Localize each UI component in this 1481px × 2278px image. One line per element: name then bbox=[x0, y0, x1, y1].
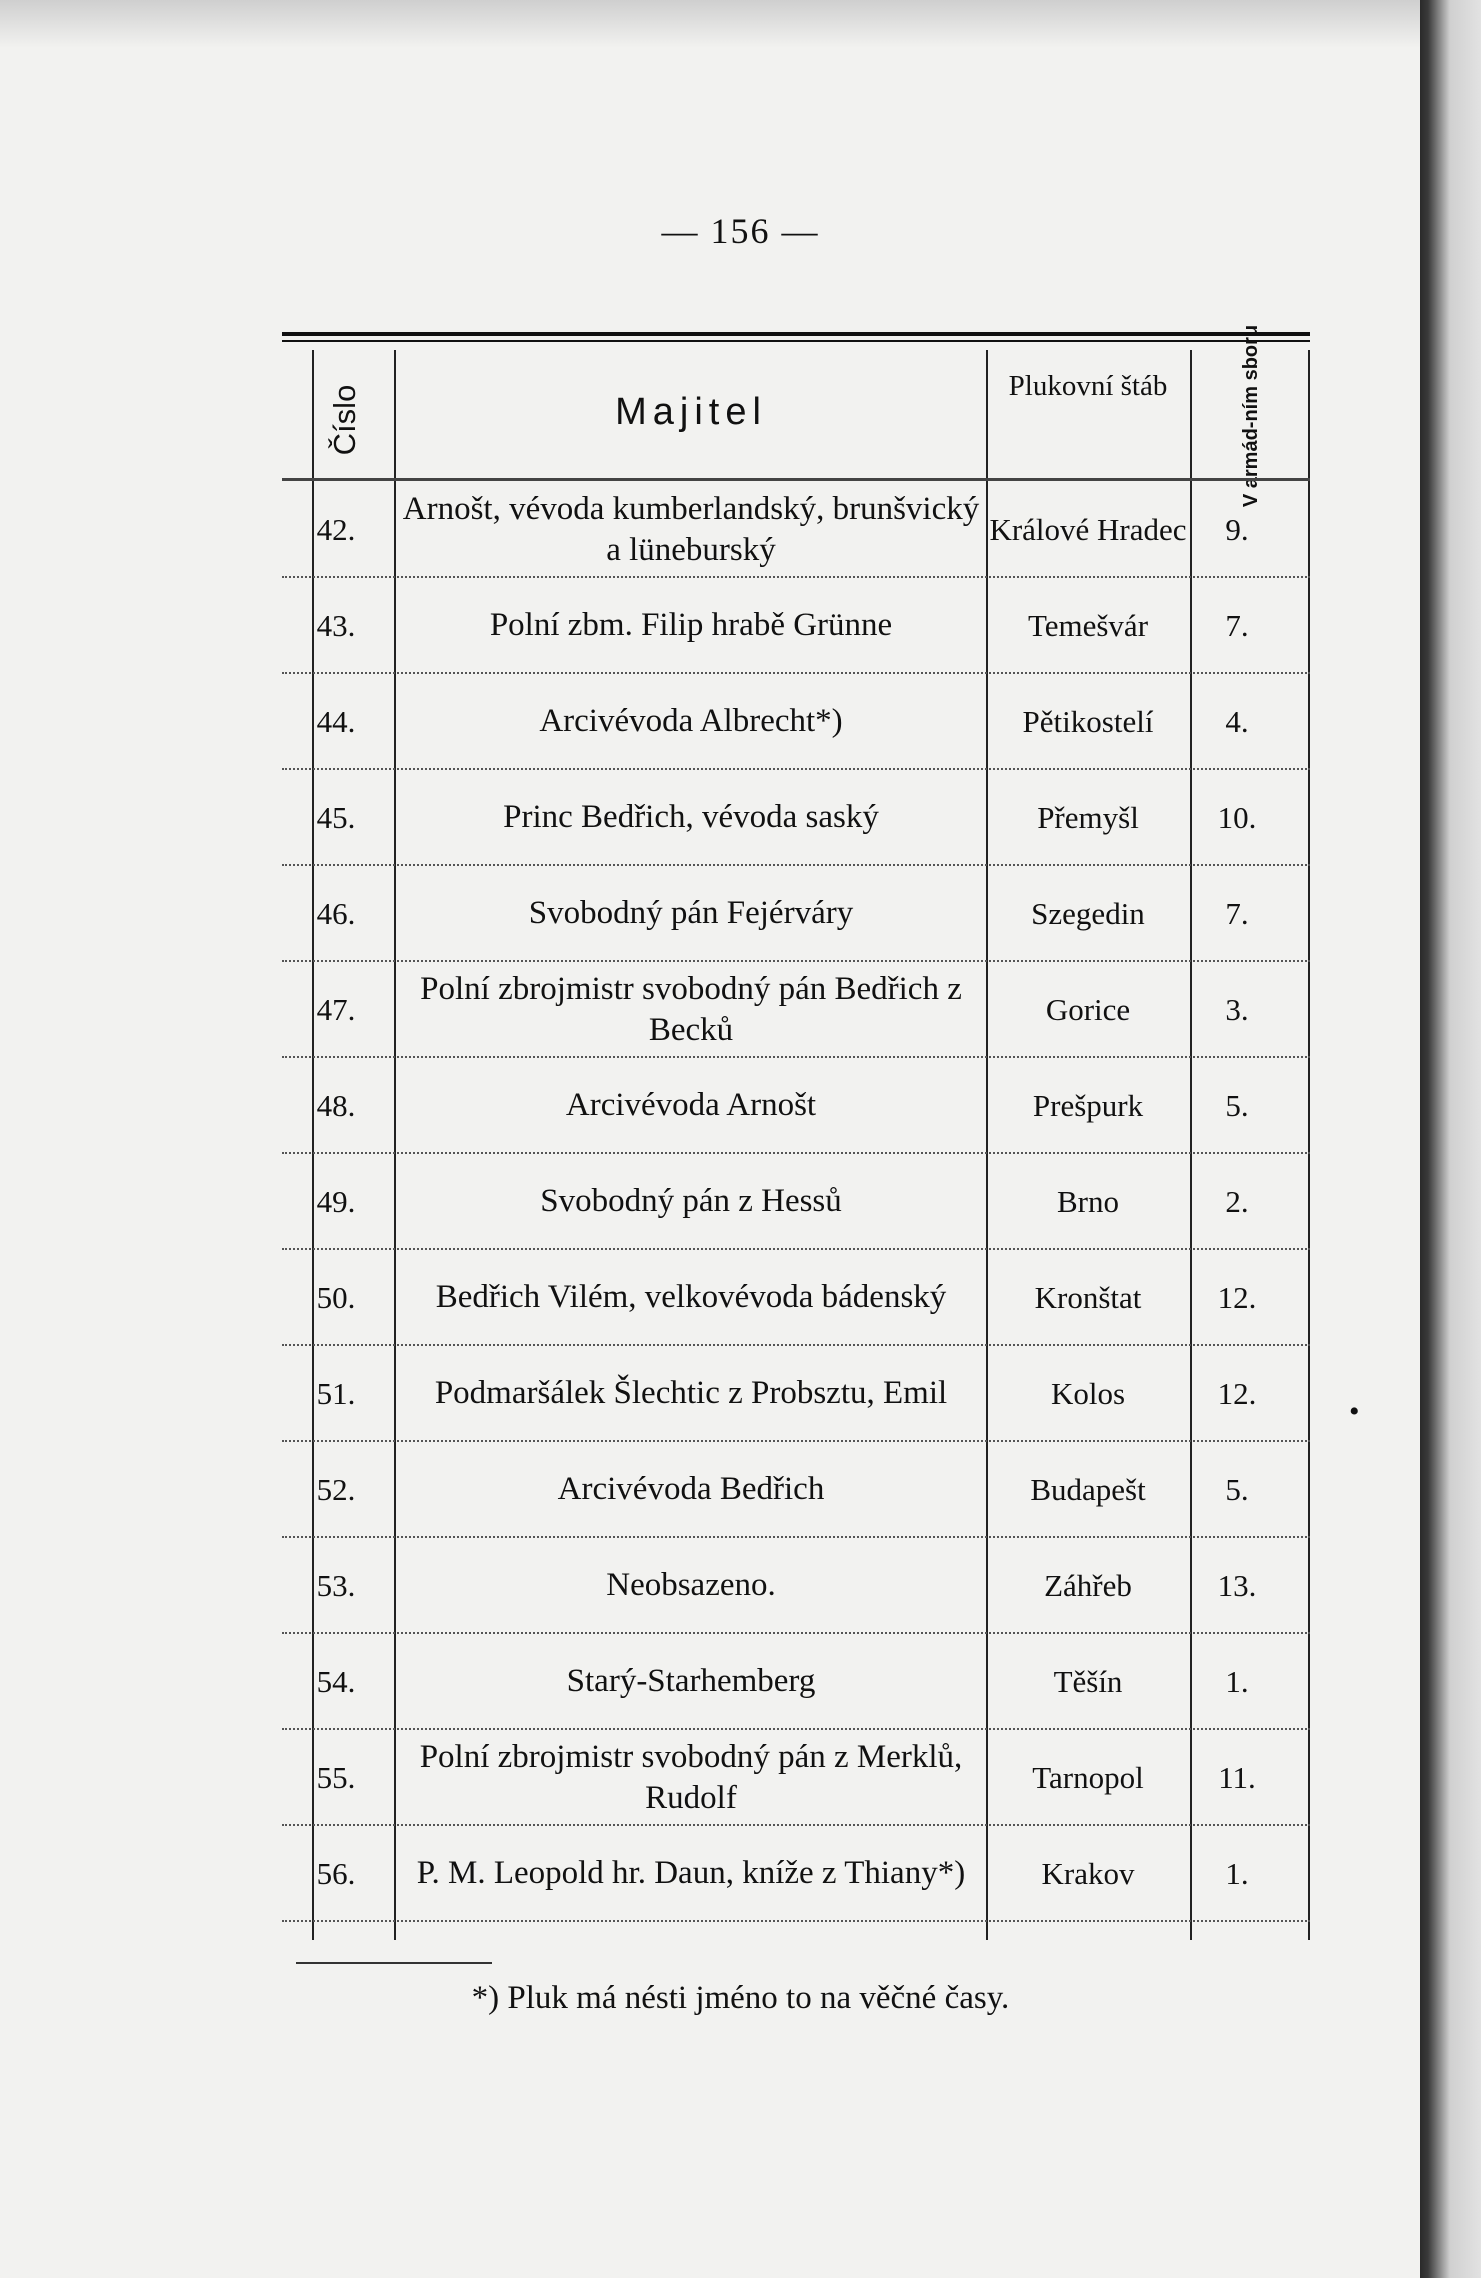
table-row bbox=[282, 866, 1310, 962]
row-corps: 1. bbox=[1225, 1855, 1249, 1891]
row-number: 45. bbox=[316, 799, 356, 835]
row-number: 49. bbox=[316, 1183, 356, 1219]
row-staff: Prešpurk bbox=[1032, 1087, 1144, 1123]
row-corps: 12. bbox=[1217, 1375, 1257, 1411]
table-row bbox=[282, 1442, 1310, 1538]
row-staff: Temešvár bbox=[1027, 607, 1149, 643]
row-corps: 5. bbox=[1225, 1471, 1249, 1507]
row-staff: Budapešt bbox=[1030, 1471, 1146, 1507]
row-owner: Neobsazeno. bbox=[606, 1567, 776, 1604]
row-number: 51. bbox=[316, 1375, 356, 1411]
table-row bbox=[282, 1058, 1310, 1154]
footnote-rule bbox=[296, 1962, 492, 1964]
row-corps: 11. bbox=[1218, 1759, 1256, 1795]
row-owner: Polní zbrojmistr svobodný pán z Merklů, Rudolf bbox=[419, 1738, 963, 1816]
row-owner: Polní zbm. Filip hrabě Grünne bbox=[489, 607, 893, 644]
row-owner: Svobodný pán z Hessů bbox=[540, 1183, 842, 1220]
table-row bbox=[282, 482, 1310, 578]
row-staff: Szegedin bbox=[1031, 895, 1145, 931]
row-number: 44. bbox=[316, 703, 356, 739]
row-corps: 9. bbox=[1225, 511, 1249, 547]
header-corps-label: V armád-ním sboru bbox=[1240, 324, 1262, 508]
row-number: 47. bbox=[316, 991, 356, 1027]
row-owner: P. M. Leopold hr. Daun, kníže z Thiany*) bbox=[416, 1855, 966, 1892]
row-owner: Arcivévoda Arnošt bbox=[565, 1087, 817, 1124]
row-owner: Starý-Starhemberg bbox=[566, 1663, 816, 1700]
book-binding-edge bbox=[1420, 0, 1481, 2278]
row-number: 50. bbox=[316, 1279, 356, 1315]
row-staff: Těšín bbox=[1053, 1663, 1123, 1699]
row-staff: Králové Hradec bbox=[989, 511, 1187, 547]
header-number-label: Číslo bbox=[327, 384, 362, 456]
table-row bbox=[282, 1634, 1310, 1730]
row-staff: Pětikostelí bbox=[1022, 703, 1154, 739]
table-row bbox=[282, 1346, 1310, 1442]
header-owner: Majitel bbox=[615, 391, 767, 433]
table-row bbox=[282, 770, 1310, 866]
row-staff: Brno bbox=[1057, 1183, 1119, 1219]
table-row bbox=[282, 962, 1310, 1058]
row-number: 46. bbox=[316, 895, 356, 931]
row-number: 54. bbox=[316, 1663, 356, 1699]
table-row bbox=[282, 1250, 1310, 1346]
row-staff: Tarnopol bbox=[1032, 1759, 1144, 1795]
row-number: 42. bbox=[316, 511, 356, 547]
row-staff: Gorice bbox=[1045, 991, 1131, 1027]
footnote: *) Pluk má nésti jméno to na věčné časy. bbox=[471, 1980, 1010, 2016]
row-corps: 7. bbox=[1225, 895, 1249, 931]
row-number: 43. bbox=[316, 607, 356, 643]
row-corps: 13. bbox=[1217, 1567, 1257, 1603]
row-corps: 1. bbox=[1225, 1663, 1249, 1699]
row-staff: Přemyšl bbox=[1037, 799, 1139, 835]
row-owner: Arcivévoda Bedřich bbox=[557, 1471, 825, 1508]
row-owner: Arcivévoda Albrecht*) bbox=[539, 703, 843, 740]
row-owner: Princ Bedřich, vévoda saský bbox=[503, 799, 879, 836]
row-corps: 10. bbox=[1217, 799, 1257, 835]
row-number: 48. bbox=[316, 1087, 356, 1123]
header-corps bbox=[1192, 324, 1310, 508]
row-corps: 12. bbox=[1217, 1279, 1257, 1315]
row-number: 53. bbox=[316, 1567, 356, 1603]
row-number: 55. bbox=[316, 1759, 356, 1795]
table-row bbox=[282, 1538, 1310, 1634]
row-corps: 5. bbox=[1225, 1087, 1249, 1123]
row-separator bbox=[282, 1920, 1310, 1922]
header-separator bbox=[282, 478, 1310, 481]
row-staff: Záhřeb bbox=[1044, 1567, 1132, 1603]
header-number bbox=[300, 360, 390, 480]
table-row bbox=[282, 1730, 1310, 1826]
row-owner: Polní zbrojmistr svobodný pán Bedřich z Becků bbox=[420, 970, 962, 1048]
row-owner: Bedřich Vilém, velkovévoda bádenský bbox=[435, 1279, 947, 1316]
scan-top-edge bbox=[0, 0, 1420, 48]
row-owner: Podmaršálek Šlechtic z Probsztu, Emil bbox=[434, 1375, 948, 1412]
row-staff: Kolos bbox=[1050, 1375, 1126, 1411]
row-corps: 3. bbox=[1225, 991, 1249, 1027]
table-row bbox=[282, 674, 1310, 770]
table-row bbox=[282, 1826, 1310, 1922]
row-owner: Svobodný pán Fejérváry bbox=[528, 895, 854, 932]
row-number: 52. bbox=[316, 1471, 356, 1507]
row-owner: Arnošt, vévoda kumberlandský, brunšvický a lüneburský bbox=[402, 490, 980, 568]
table-row bbox=[282, 578, 1310, 674]
table-row bbox=[282, 1154, 1310, 1250]
row-staff: Kronštat bbox=[1034, 1279, 1142, 1315]
row-corps: 7. bbox=[1225, 607, 1249, 643]
row-corps: 4. bbox=[1225, 703, 1249, 739]
table-top-rule-thin bbox=[282, 340, 1310, 342]
table-top-rule bbox=[282, 332, 1310, 336]
row-number: 56. bbox=[316, 1855, 356, 1891]
margin-dot: • bbox=[1349, 1395, 1360, 1428]
row-corps: 2. bbox=[1225, 1183, 1249, 1219]
header-staff: Plukovní štáb bbox=[1008, 370, 1168, 402]
page-number: — 156 — bbox=[661, 211, 820, 251]
row-staff: Krakov bbox=[1041, 1855, 1135, 1891]
